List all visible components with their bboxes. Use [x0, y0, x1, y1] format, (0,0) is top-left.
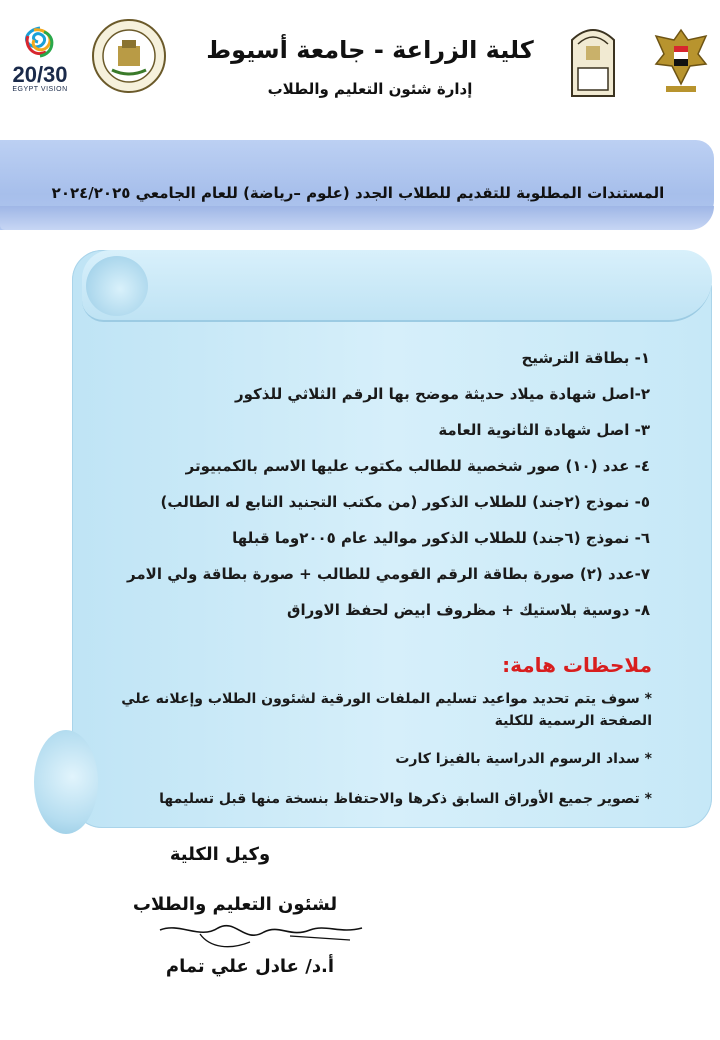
note-item: * سداد الرسوم الدراسية بالفيزا كارت	[395, 751, 652, 767]
list-item: ٢-اصل شهادة ميلاد حديثة موضح بها الرقم الثلاثي للذكور	[235, 385, 650, 403]
list-item: ٤- عدد (١٠) صور شخصية للطالب مكتوب عليها الاسم بالكمبيوتر	[185, 457, 650, 475]
signatory-title: وكيل الكلية	[169, 844, 271, 865]
egypt-vision-2030-logo	[4, 24, 76, 100]
banner-title: المستندات المطلوبة للتقديم للطلاب الجدد (علوم –رياضة) للعام الجامعي ٢٠٢٤/٢٠٢٥	[51, 184, 665, 202]
scroll-roll-bottom	[34, 730, 98, 834]
signatory-department: لشئون التعليم والطلاب	[132, 894, 338, 915]
faculty-title: كلية الزراعة - جامعة أسيوط	[206, 36, 534, 64]
university-seal-icon	[90, 16, 168, 96]
vision-number: 20/30	[12, 62, 68, 87]
notes-list	[92, 688, 652, 810]
notes-heading: ملاحظات هامة:	[502, 653, 652, 677]
vision-swirl-icon	[4, 24, 76, 64]
list-item: ٥- نموذج (٢جند) للطلاب الذكور (من مكتب التجنيد التابع له الطالب)	[160, 493, 650, 511]
handwritten-signature	[140, 900, 370, 960]
signatory-name: أ.د/ عادل علي تمام	[165, 956, 335, 977]
list-item: ١- بطاقة الترشيح	[521, 349, 650, 367]
scroll-roll-top	[86, 256, 148, 316]
requirements-list	[90, 340, 650, 628]
faculty-emblem-icon	[568, 22, 618, 100]
list-item: ٦- نموذج (٦جند) للطلاب الذكور مواليد عام ٢٠٠٥وما قبلها	[232, 529, 650, 547]
list-item: ٣- اصل شهادة الثانوية العامة	[438, 421, 650, 439]
banner-fold	[0, 206, 714, 230]
note-item: * سوف يتم تحديد مواعيد تسليم الملفات الورقية لشئوون الطلاب وإعلانه علي الصفحة الرسمية للكلية	[121, 691, 652, 729]
note-item: * تصوير جميع الأوراق السابق ذكرها والاحتفاظ بنسخة منها قبل تسليمها	[159, 791, 652, 807]
scroll-top-curl	[82, 250, 712, 322]
list-item: ٨- دوسية بلاستيك + مظروف ابيض لحفظ الاوراق	[287, 601, 650, 619]
egypt-eagle-icon	[650, 24, 712, 96]
vision-caption: EGYPT VISION	[12, 86, 68, 93]
department-subtitle: إدارة شئون التعليم والطلاب	[267, 80, 473, 98]
list-item: ٧-عدد (٢) صورة بطاقة الرقم القومي للطالب + صورة بطاقة ولي الامر	[127, 565, 650, 583]
